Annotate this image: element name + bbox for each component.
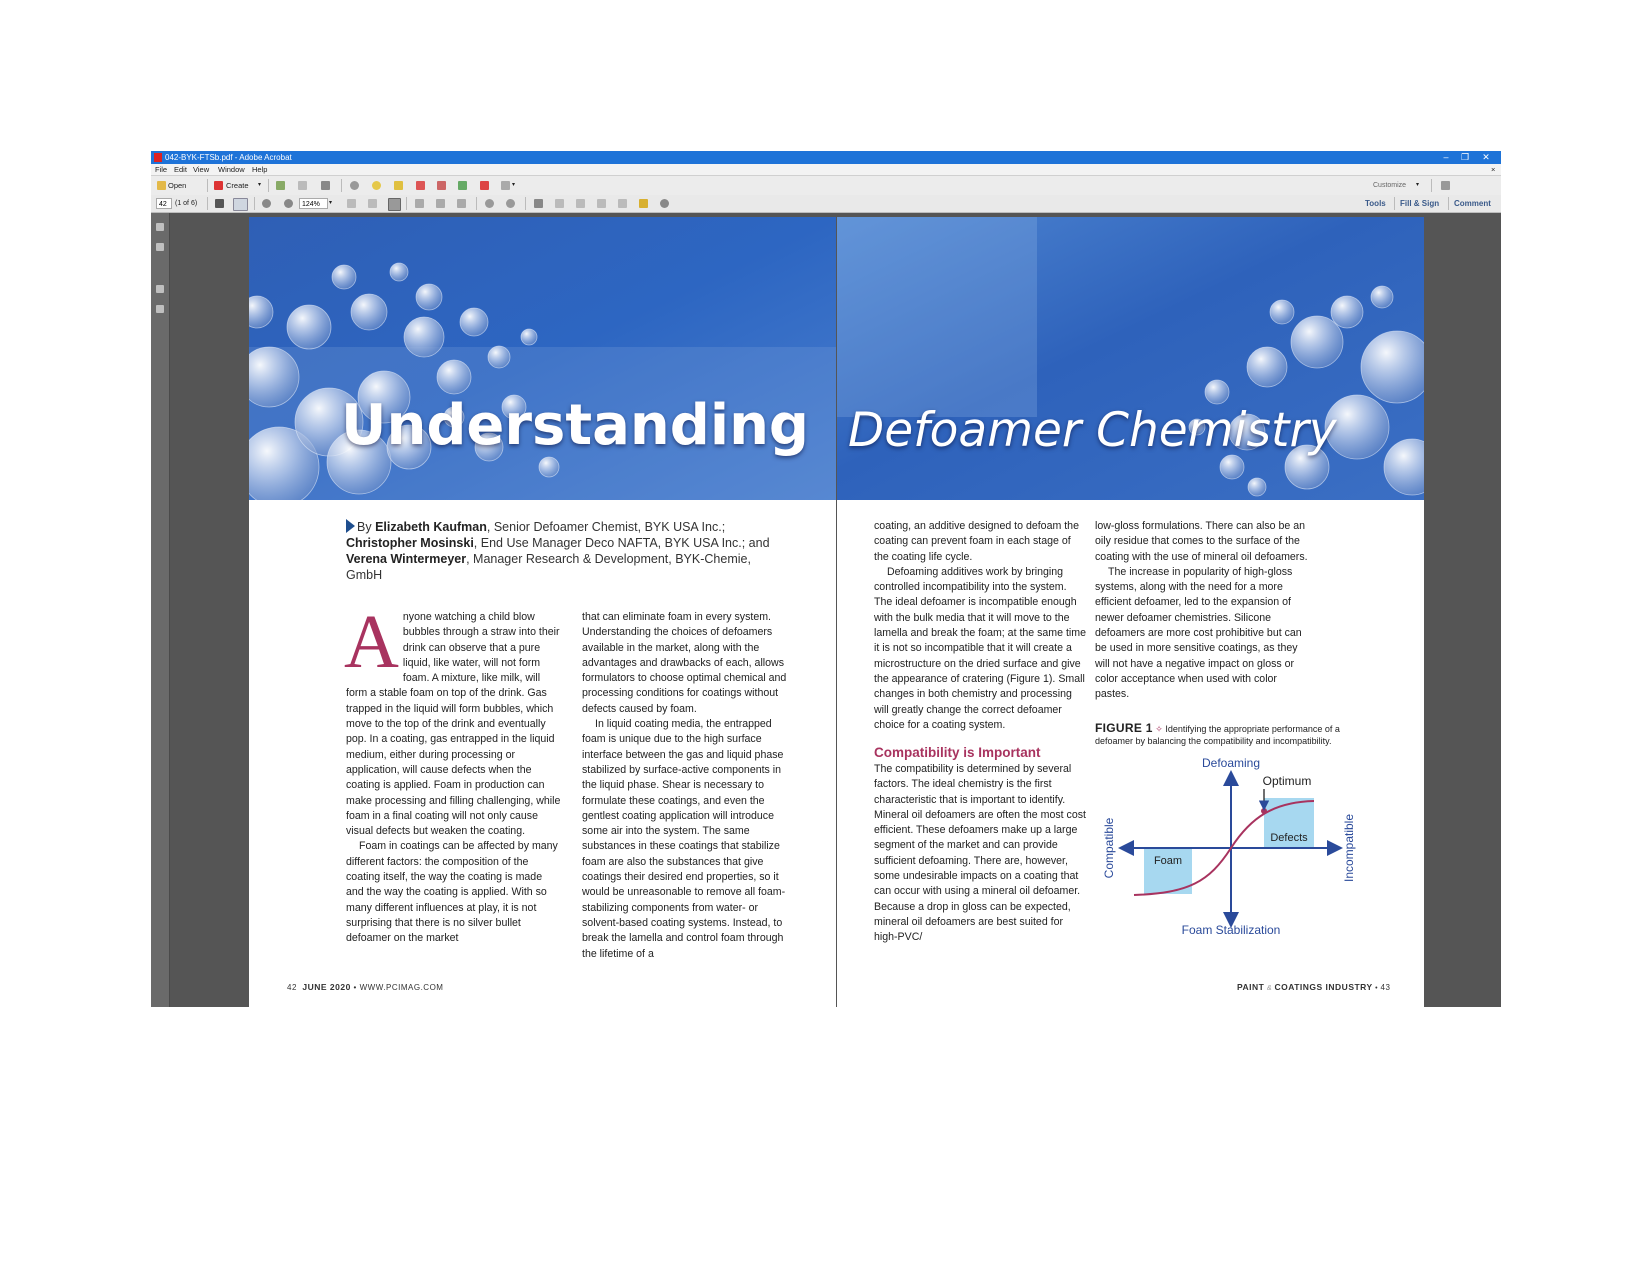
axis-left-label: Compatible bbox=[1102, 817, 1116, 879]
column-2 bbox=[582, 610, 798, 962]
paragraph: low-gloss formulations. There can also be an oily residue that comes to the surface of the coating with the use of mineral oil defoamers. bbox=[1095, 520, 1308, 563]
author-3-role: , Manager Research & Development, BYK-Chemie, GmbH bbox=[346, 552, 751, 582]
optimum-point bbox=[1261, 808, 1267, 814]
comment-bubble-icon[interactable] bbox=[372, 181, 381, 190]
bookmarks-icon[interactable] bbox=[156, 243, 164, 251]
search-icon[interactable] bbox=[660, 199, 669, 208]
two-page-icon[interactable] bbox=[388, 198, 401, 211]
folio-bullet: • bbox=[1375, 985, 1379, 992]
folio-bullet: • bbox=[353, 983, 357, 992]
navigation-pane bbox=[151, 213, 170, 1007]
toolbar-divider bbox=[268, 179, 269, 192]
rotate-ccw-icon[interactable] bbox=[485, 199, 494, 208]
open-button[interactable]: Open bbox=[168, 181, 187, 190]
menu-help[interactable]: Help bbox=[252, 165, 268, 174]
layers-icon[interactable] bbox=[156, 285, 164, 293]
combine-icon[interactable] bbox=[458, 181, 467, 190]
hand-tool-icon[interactable] bbox=[233, 198, 248, 211]
toolbar-divider bbox=[1394, 197, 1395, 210]
brand-amp: & bbox=[1266, 985, 1272, 992]
folio-left bbox=[287, 982, 443, 992]
brand-coatings: COATINGS INDUSTRY bbox=[1274, 982, 1373, 992]
brand-paint: PAINT bbox=[1237, 982, 1265, 992]
expand-icon[interactable] bbox=[1441, 181, 1450, 190]
byline-marker-icon bbox=[346, 519, 355, 533]
figure-symbol-icon: ✧ bbox=[1155, 724, 1163, 734]
drop-cap: A bbox=[344, 600, 399, 684]
page-number: 42 bbox=[287, 983, 297, 992]
website: WWW.PCIMAG.COM bbox=[359, 983, 444, 992]
save-icon[interactable] bbox=[298, 181, 307, 190]
extract-icon[interactable] bbox=[555, 199, 564, 208]
region-label-foam: Foam bbox=[1153, 855, 1183, 867]
toolbar-divider bbox=[254, 197, 255, 210]
column-3 bbox=[874, 519, 1087, 733]
paragraph: coating, an additive designed to defoam the coating can prevent foam in each stage of the coating life cycle. bbox=[874, 520, 1079, 563]
fill-sign-link[interactable]: Fill & Sign bbox=[1400, 199, 1440, 208]
axis-right-label: Incompatible bbox=[1342, 813, 1356, 883]
paragraph: Defoaming additives work by bringing controlled incompatibility into the system. The ideal defoamer is incompatible enough with the bulk media that it will move to the lamella and break the foam; at the same time it is not so incompatible that it will create a microstructure on the dried surface and give the appearance of cratering (Figure 1). Small changes in both chemistry and processing will greatly change the correct defoamer choice for a coating system. bbox=[874, 565, 1086, 731]
close-button[interactable]: ✕ bbox=[1482, 152, 1490, 162]
copy-icon[interactable] bbox=[618, 199, 627, 208]
menu-bar bbox=[151, 164, 1501, 175]
create-dropdown-icon[interactable]: ▾ bbox=[258, 182, 262, 188]
author-1: Elizabeth Kaufman bbox=[375, 520, 487, 534]
menu-view[interactable]: View bbox=[193, 165, 210, 174]
article-title-italic: Defoamer Chemistry bbox=[848, 403, 1337, 458]
fit-width-icon[interactable] bbox=[415, 199, 424, 208]
minimize-button[interactable]: – bbox=[1443, 152, 1449, 162]
figure-caption bbox=[1095, 722, 1375, 747]
toolbar-divider bbox=[525, 197, 526, 210]
subheading: Compatibility is Important bbox=[874, 745, 1041, 760]
article-title-main: Understanding bbox=[341, 393, 810, 458]
page-count: (1 of 6) bbox=[175, 200, 198, 207]
author-3: Verena Wintermeyer bbox=[346, 552, 467, 566]
replace-icon[interactable] bbox=[576, 199, 585, 208]
fit-page-icon[interactable] bbox=[436, 199, 445, 208]
folder-icon[interactable] bbox=[276, 181, 285, 190]
scrolling-icon[interactable] bbox=[368, 199, 377, 208]
zoom-level-input[interactable]: 124% bbox=[299, 198, 328, 209]
page-number-input[interactable]: 42 bbox=[156, 198, 172, 209]
zoom-in-icon[interactable] bbox=[284, 199, 293, 208]
view-toolbar bbox=[151, 195, 1501, 213]
restore-button[interactable]: ❐ bbox=[1460, 152, 1470, 162]
paragraph: nyone watching a child blow bubbles through a straw into their drink can observe that a pure liquid, like water, will not form foam. A mixture, like milk, will form a stable foam on top of the drink. Gas trapped in the liquid will form bubbles, which move to the top of the drink and eventually pop. In a coating, gas entrapped in the liquid medium, either during processing or application, will cause defects when the coating is applied. Foam in production can make processing and filling challenging, while foam in a final coating will not only cause visual defects but weaken the coating. bbox=[346, 611, 561, 838]
insert-page-icon[interactable] bbox=[534, 199, 543, 208]
paragraph: that can eliminate foam in every system. Understanding the choices of defoamers available in the market, along with the advantages and drawbacks of each, allows formulators to choose optimal chemical and processing conditions for coatings without defects caused by foam. bbox=[582, 611, 787, 715]
title-bar bbox=[151, 151, 1501, 164]
attach-icon[interactable] bbox=[639, 199, 648, 208]
create-pdf-icon bbox=[214, 181, 223, 190]
single-page-icon[interactable] bbox=[347, 199, 356, 208]
author-1-role: , Senior Defoamer Chemist, BYK USA Inc.; bbox=[486, 520, 726, 534]
acrobat-window bbox=[151, 151, 1501, 1007]
create-button[interactable]: Create bbox=[226, 181, 249, 190]
axis-top-label: Defoaming bbox=[1201, 757, 1261, 770]
customize-dropdown-icon[interactable]: ▾ bbox=[1416, 182, 1420, 188]
column-3-continued bbox=[874, 762, 1087, 946]
column-1 bbox=[344, 600, 562, 947]
settings-icon[interactable] bbox=[350, 181, 359, 190]
paragraph: In liquid coating media, the entrapped foam is unique due to the high surface interface between the gas and liquid phase stabilized by surface-active components in the liquid phase. Shear is necessary to formulate these coatings, and even the gentlest coating application will introduce some air into the system. The same substances in these coatings that stabilize foam are also the substances that give coatings their desired end properties, so it would be unreasonable to remove all foam-stabilizing components from water- or solvent-based coating systems. Instead, to break the lamella and control foam through the lifetime of a bbox=[582, 718, 786, 960]
author-2-role: , End Use Manager Deco NAFTA, BYK USA Inc.; and bbox=[473, 536, 770, 550]
folio-right bbox=[1237, 982, 1390, 992]
sign-icon[interactable] bbox=[416, 181, 425, 190]
paragraph: Foam in coatings can be affected by many different factors: the composition of the coating itself, the way the coating is made and the way the coating is applied. With so many different influences at play, it is not surprising that there is no silver bullet defoamer on the market bbox=[346, 840, 558, 945]
optimum-label: Optimum bbox=[1262, 774, 1312, 788]
form-icon[interactable] bbox=[501, 181, 510, 190]
toolbar-divider bbox=[476, 197, 477, 210]
paragraph: The increase in popularity of high-gloss systems, along with the need for a more efficient defoamer, led to the expansion of newer defoamer chemistries. Silicone defoamers are more cost prohibitive but can be used in more sensitive coatings, as they will not have a negative impact on gloss or color acceptance when used with color pastes. bbox=[1095, 565, 1302, 701]
page-thumbnails-icon[interactable] bbox=[156, 223, 164, 231]
page-42 bbox=[249, 217, 836, 1007]
toolbar-divider bbox=[1431, 179, 1432, 192]
figure-caption-text: Identifying the appropriate performance of a defoamer by balancing the compatibility and incompatibility. bbox=[1095, 724, 1340, 746]
form-dropdown-icon[interactable]: ▾ bbox=[512, 182, 516, 188]
region-label-defects: Defects bbox=[1270, 832, 1308, 844]
cut-icon[interactable] bbox=[597, 199, 606, 208]
toolbar-divider bbox=[207, 197, 208, 210]
figure-1-diagram bbox=[1099, 757, 1371, 939]
comment-link[interactable]: Comment bbox=[1454, 199, 1491, 208]
folder-open-icon bbox=[157, 181, 166, 190]
toolbar-divider bbox=[1448, 197, 1449, 210]
toolbar-divider bbox=[341, 179, 342, 192]
acrobat-app-icon bbox=[154, 153, 162, 162]
window-title: 042-BYK-FTSb.pdf - Adobe Acrobat bbox=[165, 153, 292, 162]
paragraph: The compatibility is determined by several factors. The ideal chemistry is the first characteristic that is important to identify. Mineral oil defoamers are often the most cost efficient. These defoamers make up a large segment of the market and can provide sufficient defoaming. There are, however, some undesirable impacts on a coating that can occur with using a mineral oil defoamer. Because a drop in gloss can be expected, mineral oil defoamers are best suited for high-PVC/ bbox=[874, 763, 1086, 944]
page-43 bbox=[837, 217, 1424, 1007]
toolbar-divider bbox=[207, 179, 208, 192]
axis-bottom-label: Foam Stabilization bbox=[1181, 923, 1281, 937]
select-tool-icon[interactable] bbox=[215, 199, 224, 208]
zoom-out-icon[interactable] bbox=[262, 199, 271, 208]
protect-icon[interactable] bbox=[480, 181, 489, 190]
column-4 bbox=[1095, 519, 1313, 703]
figure-label: FIGURE 1 bbox=[1095, 721, 1153, 735]
signatures-icon[interactable] bbox=[156, 305, 164, 313]
export-icon[interactable] bbox=[437, 181, 446, 190]
close-document-icon[interactable]: × bbox=[1491, 165, 1496, 174]
main-toolbar bbox=[151, 175, 1501, 196]
byline-by: By bbox=[357, 520, 376, 534]
menu-file[interactable]: File bbox=[155, 165, 168, 174]
byline bbox=[346, 519, 786, 583]
menu-window[interactable]: Window bbox=[218, 165, 245, 174]
highlight-icon[interactable] bbox=[394, 181, 403, 190]
zoom-dropdown-icon[interactable]: ▾ bbox=[329, 200, 333, 206]
page-number: 43 bbox=[1380, 983, 1391, 992]
toolbar-divider bbox=[406, 197, 407, 210]
author-2: Christopher Mosinski bbox=[346, 536, 474, 550]
issue-date: JUNE 2020 bbox=[302, 982, 351, 992]
customize-button[interactable]: Customize bbox=[1373, 182, 1407, 189]
rotate-cw-icon[interactable] bbox=[506, 199, 515, 208]
tools-link[interactable]: Tools bbox=[1365, 199, 1386, 208]
menu-edit[interactable]: Edit bbox=[174, 165, 187, 174]
print-icon[interactable] bbox=[321, 181, 330, 190]
fit-visible-icon[interactable] bbox=[457, 199, 466, 208]
